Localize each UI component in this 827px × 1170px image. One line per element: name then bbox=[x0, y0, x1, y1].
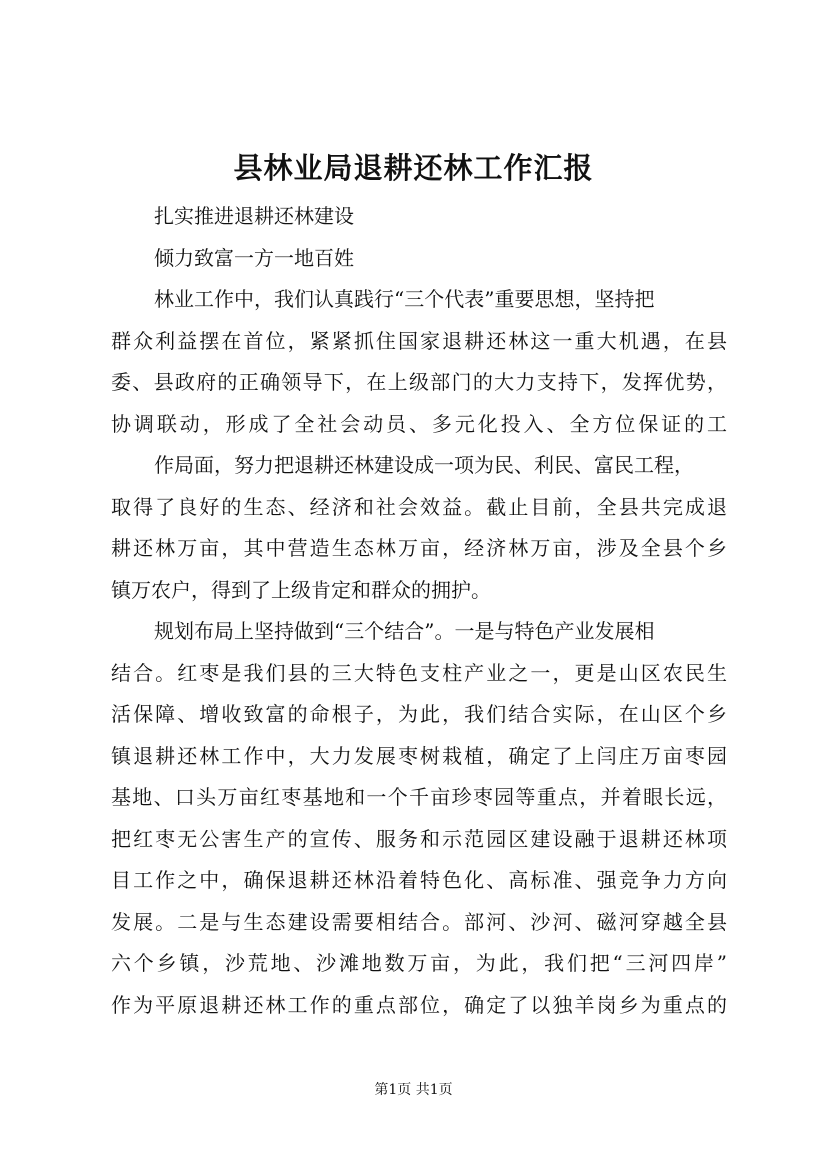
document-title: 县林业局退耕还林工作汇报 bbox=[233, 151, 594, 185]
body-line: 作为平原退耕还林工作的重点部位，确定了以独羊岗乡为重点的 bbox=[111, 992, 727, 1017]
body-line: 活保障、增收致富的命根子，为此，我们结合实际，在山区个乡 bbox=[111, 702, 727, 726]
page-footer: 第1页 共1页 bbox=[374, 1082, 453, 1098]
body-line: 镇退耕还林工作中，大力发展枣树栽植，确定了上闫庄万亩枣园 bbox=[111, 743, 727, 768]
body-line: 发展。二是与生态建设需要相结合。部河、沙河、磁河穿越全县 bbox=[111, 909, 727, 934]
document-body bbox=[111, 196, 727, 1026]
body-line: 结合。红枣是我们县的三大特色支柱产业之一，更是山区农民生 bbox=[111, 660, 727, 685]
body-line: 群众利益摆在首位，紧紧抓住国家退耕还林这一重大机遇，在县 bbox=[111, 328, 727, 353]
body-line: 耕还林万亩，其中营造生态林万亩，经济林万亩，涉及全县个乡 bbox=[111, 536, 727, 560]
body-line: 扎实推进退耕还林建设 bbox=[154, 204, 354, 228]
body-line: 协调联动，形成了全社会动员、多元化投入、全方位保证的工 bbox=[111, 411, 727, 436]
body-line: 林业工作中，我们认真践行“三个代表”重要思想，坚持把 bbox=[154, 287, 655, 311]
body-line: 镇万农户，得到了上级肯定和群众的拥护。 bbox=[111, 577, 491, 602]
body-line: 取得了良好的生态、经济和社会效益。截止目前，全县共完成退 bbox=[111, 494, 727, 519]
body-line: 委、县政府的正确领导下，在上级部门的大力支持下，发挥优势， bbox=[111, 370, 727, 394]
body-line: 作局面，努力把退耕还林建设成一项为民、利民、富民工程， bbox=[154, 453, 694, 477]
body-line: 倾力致富一方一地百姓 bbox=[154, 245, 354, 270]
body-line: 规划布局上坚持做到“三个结合”。一是与特色产业发展相 bbox=[154, 619, 655, 643]
body-line: 目工作之中，确保退耕还林沿着特色化、高标准、强竞争力方向 bbox=[111, 868, 727, 892]
body-line: 把红枣无公害生产的宣传、服务和示范园区建设融于退耕还林项 bbox=[111, 826, 727, 851]
body-line: 六个乡镇，沙荒地、沙滩地数万亩，为此，我们把“三河四岸” bbox=[111, 951, 727, 975]
body-line: 基地、口头万亩红枣基地和一个千亩珍枣园等重点，并着眼长远， bbox=[111, 785, 727, 809]
